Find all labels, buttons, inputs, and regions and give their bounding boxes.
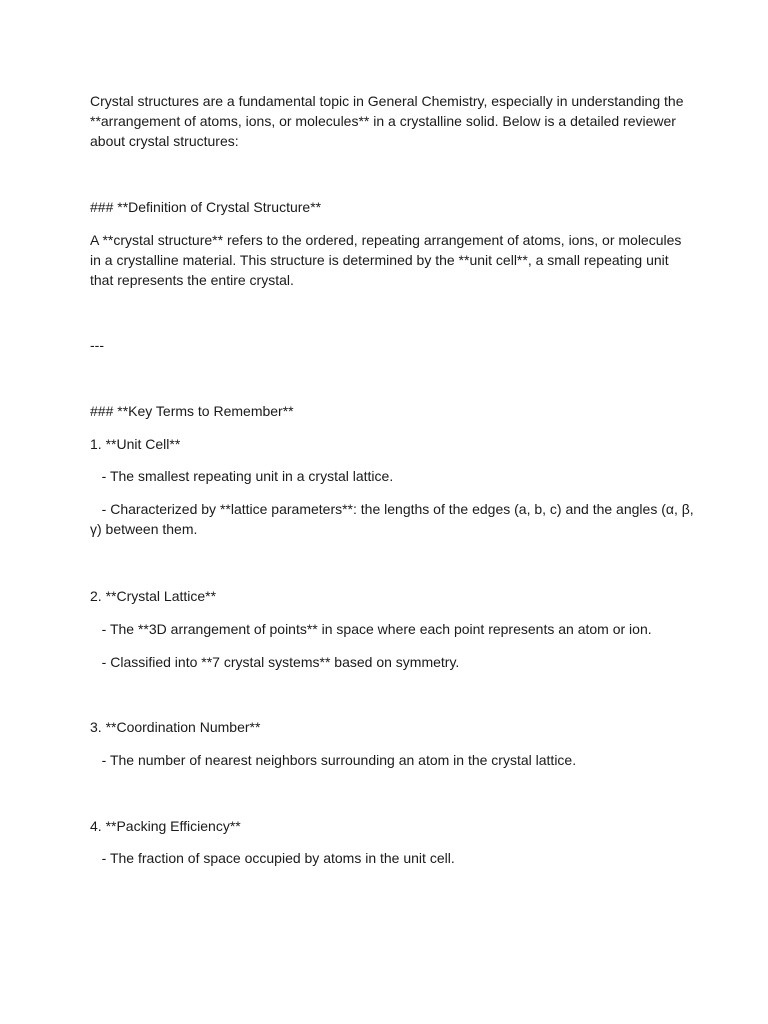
separator: --- (90, 337, 104, 353)
intro-line-1: Crystal structures are a fundamental topic in General Chemistry, especially in understanding the (90, 93, 684, 109)
definition-line-1: A **crystal structure** refers to the ordered, repeating arrangement of atoms, ions, or molecules (90, 232, 682, 248)
intro-line-3: about crystal structures: (90, 133, 239, 149)
term-2-bullet-1: - The **3D arrangement of points** in space where each point represents an atom or ion. (90, 621, 652, 637)
term-2-title: 2. **Crystal Lattice** (90, 588, 217, 604)
intro-line-2: **arrangement of atoms, ions, or molecules** in a crystalline solid. Below is a detailed reviewer (90, 113, 676, 129)
term-4-title: 4. **Packing Efficiency** (90, 818, 241, 834)
term-1-bullet-1: - The smallest repeating unit in a crystal lattice. (90, 468, 394, 484)
term-2-bullet-2: - Classified into **7 crystal systems** based on symmetry. (90, 654, 460, 670)
definition-line-2: in a crystalline material. This structure is determined by the **unit cell**, a small repeating unit (90, 252, 669, 268)
term-4-bullet-1: - The fraction of space occupied by atoms in the unit cell. (90, 850, 455, 866)
term-1-title: 1. **Unit Cell** (90, 436, 181, 452)
definition-line-3: that represents the entire crystal. (90, 272, 294, 288)
term-1-bullet-2-line-2: γ) between them. (90, 521, 198, 537)
key-terms-heading: ### **Key Terms to Remember** (90, 403, 294, 419)
term-3-bullet-1: - The number of nearest neighbors surrounding an atom in the crystal lattice. (90, 752, 577, 768)
term-3-title: 3. **Coordination Number** (90, 719, 261, 735)
term-1-bullet-2-line-1: - Characterized by **lattice parameters**: the lengths of the edges (a, b, c) and the angles (α, β, (90, 501, 694, 517)
definition-heading: ### **Definition of Crystal Structure** (90, 199, 322, 215)
